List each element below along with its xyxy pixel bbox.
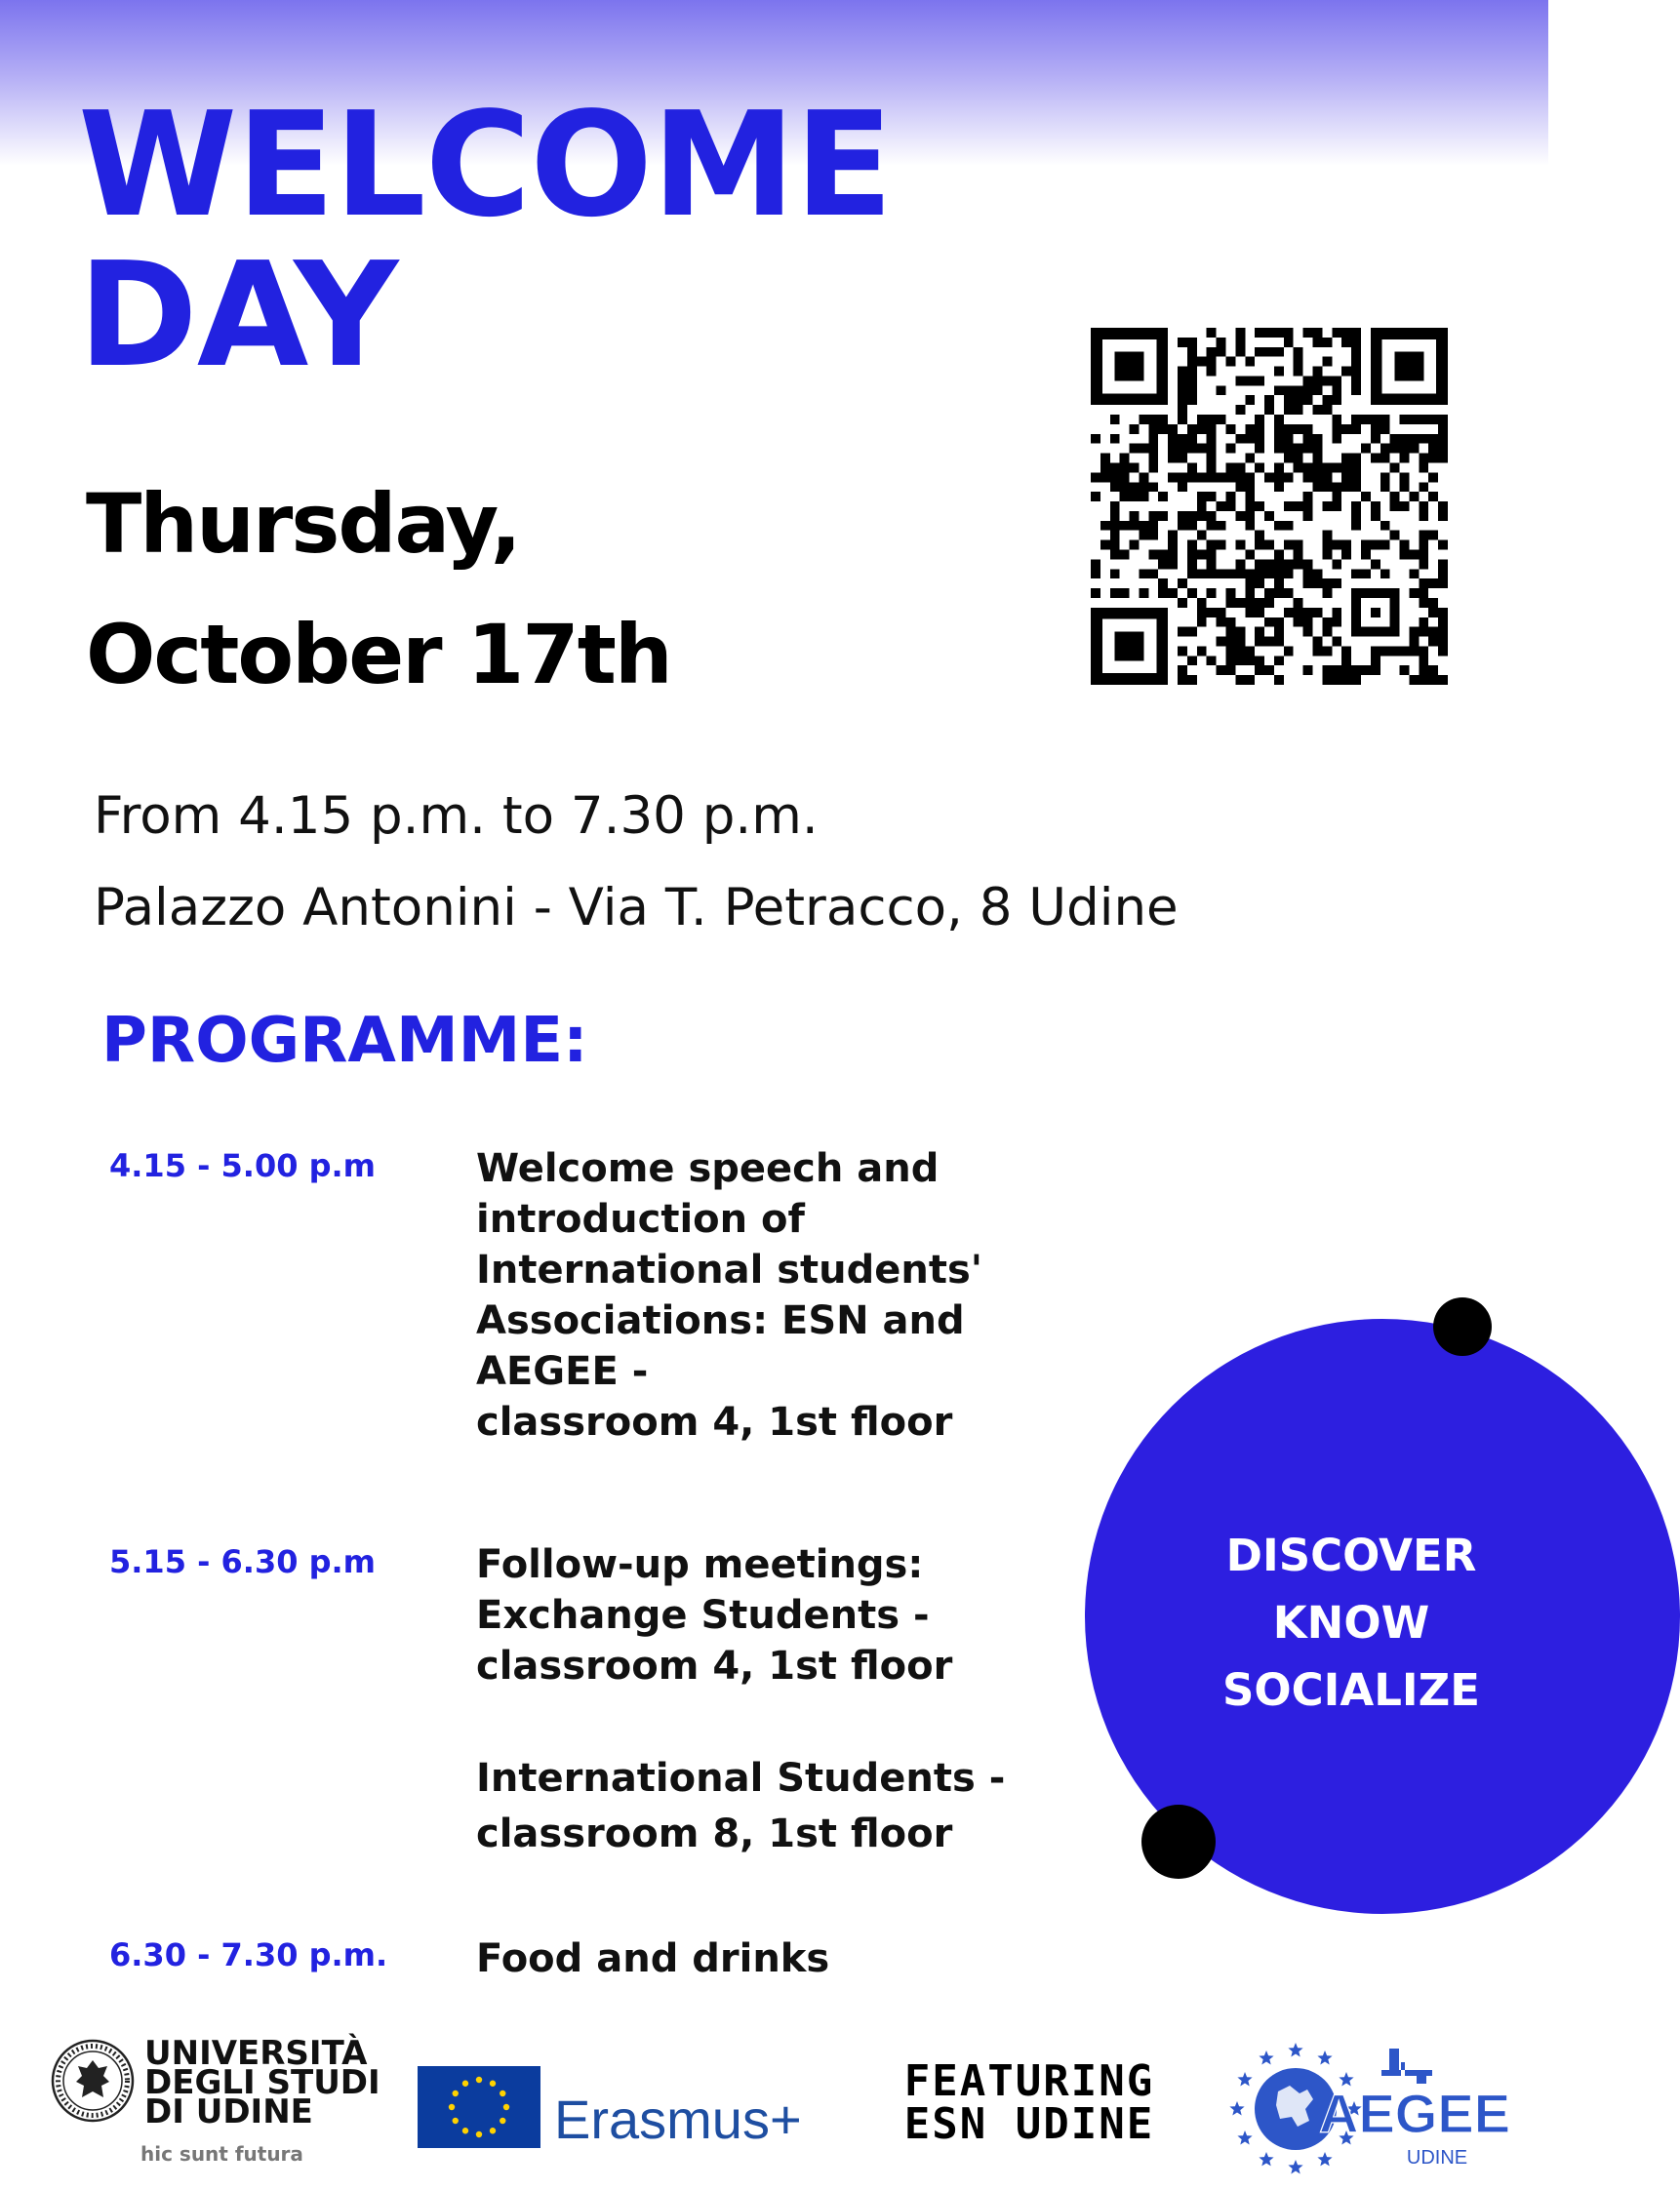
desc-line: AEGEE - bbox=[476, 1349, 649, 1394]
title-line-1: WELCOME bbox=[78, 81, 893, 249]
slogan-word: SOCIALIZE bbox=[1221, 1664, 1481, 1716]
programme-desc-2b bbox=[476, 1751, 1005, 1862]
slogan bbox=[1200, 1522, 1502, 1724]
desc-line: Welcome speech and bbox=[476, 1146, 940, 1191]
university-seal-icon bbox=[51, 2039, 135, 2123]
event-location: Palazzo Antonini - Via T. Petracco, 8 Udine bbox=[94, 878, 1179, 937]
desc-line: Associations: ESN and bbox=[476, 1298, 965, 1343]
programme-heading: PROGRAMME: bbox=[101, 1005, 588, 1077]
university-name-line: DI UDINE bbox=[144, 2092, 313, 2131]
programme-desc-1 bbox=[476, 1143, 982, 1448]
featuring-text bbox=[878, 2056, 1180, 2149]
university-name-line: DEGLI STUDI bbox=[144, 2063, 380, 2102]
slogan-word: KNOW bbox=[1272, 1597, 1430, 1649]
event-time: From 4.15 p.m. to 7.30 p.m. bbox=[94, 786, 819, 846]
programme-desc-3 bbox=[476, 1933, 829, 1984]
desc-line: International Students - bbox=[476, 1756, 1006, 1801]
event-date bbox=[86, 458, 671, 720]
page-title bbox=[78, 81, 893, 399]
event-info bbox=[94, 771, 1179, 954]
programme-time-2: 5.15 - 6.30 p.m bbox=[109, 1543, 377, 1580]
desc-line: classroom 4, 1st floor bbox=[476, 1400, 953, 1445]
aegee-label: AEGEE bbox=[1319, 2083, 1511, 2144]
programme-time-1: 4.15 - 5.00 p.m bbox=[109, 1147, 377, 1184]
decorative-dot-bottom bbox=[1141, 1805, 1216, 1879]
eu-flag-icon bbox=[418, 2066, 540, 2148]
university-name-line: UNIVERSITÀ bbox=[144, 2034, 368, 2073]
featuring-line: FEATURING bbox=[903, 2056, 1155, 2106]
date-line-1: Thursday, bbox=[86, 476, 520, 572]
erasmus-label: Erasmus+ bbox=[554, 2089, 802, 2150]
aegee-logo-icon bbox=[1218, 2033, 1511, 2179]
desc-line: classroom 4, 1st floor bbox=[476, 1644, 953, 1689]
desc-line: International students' bbox=[476, 1248, 983, 1293]
programme-desc-2 bbox=[476, 1539, 952, 1692]
programme-time-3: 6.30 - 7.30 p.m. bbox=[109, 1936, 388, 1973]
desc-line: classroom 8, 1st floor bbox=[476, 1812, 953, 1856]
qr-code-icon[interactable] bbox=[1091, 328, 1448, 685]
desc-line: Follow-up meetings: bbox=[476, 1542, 924, 1587]
desc-line: Exchange Students - bbox=[476, 1593, 930, 1638]
desc-line: introduction of bbox=[476, 1197, 805, 1242]
university-name bbox=[144, 2034, 380, 2131]
university-motto: hic sunt futura bbox=[140, 2142, 303, 2166]
slogan-word: DISCOVER bbox=[1225, 1530, 1477, 1581]
decorative-dot-top bbox=[1433, 1297, 1492, 1356]
featuring-line: ESN UDINE bbox=[903, 2099, 1155, 2149]
aegee-sublabel: UDINE bbox=[1406, 2147, 1468, 2169]
title-line-2: DAY bbox=[78, 231, 398, 399]
university-logo bbox=[51, 2034, 380, 2166]
desc-line: Food and drinks bbox=[476, 1936, 830, 1981]
date-line-2: October 17th bbox=[86, 607, 671, 702]
